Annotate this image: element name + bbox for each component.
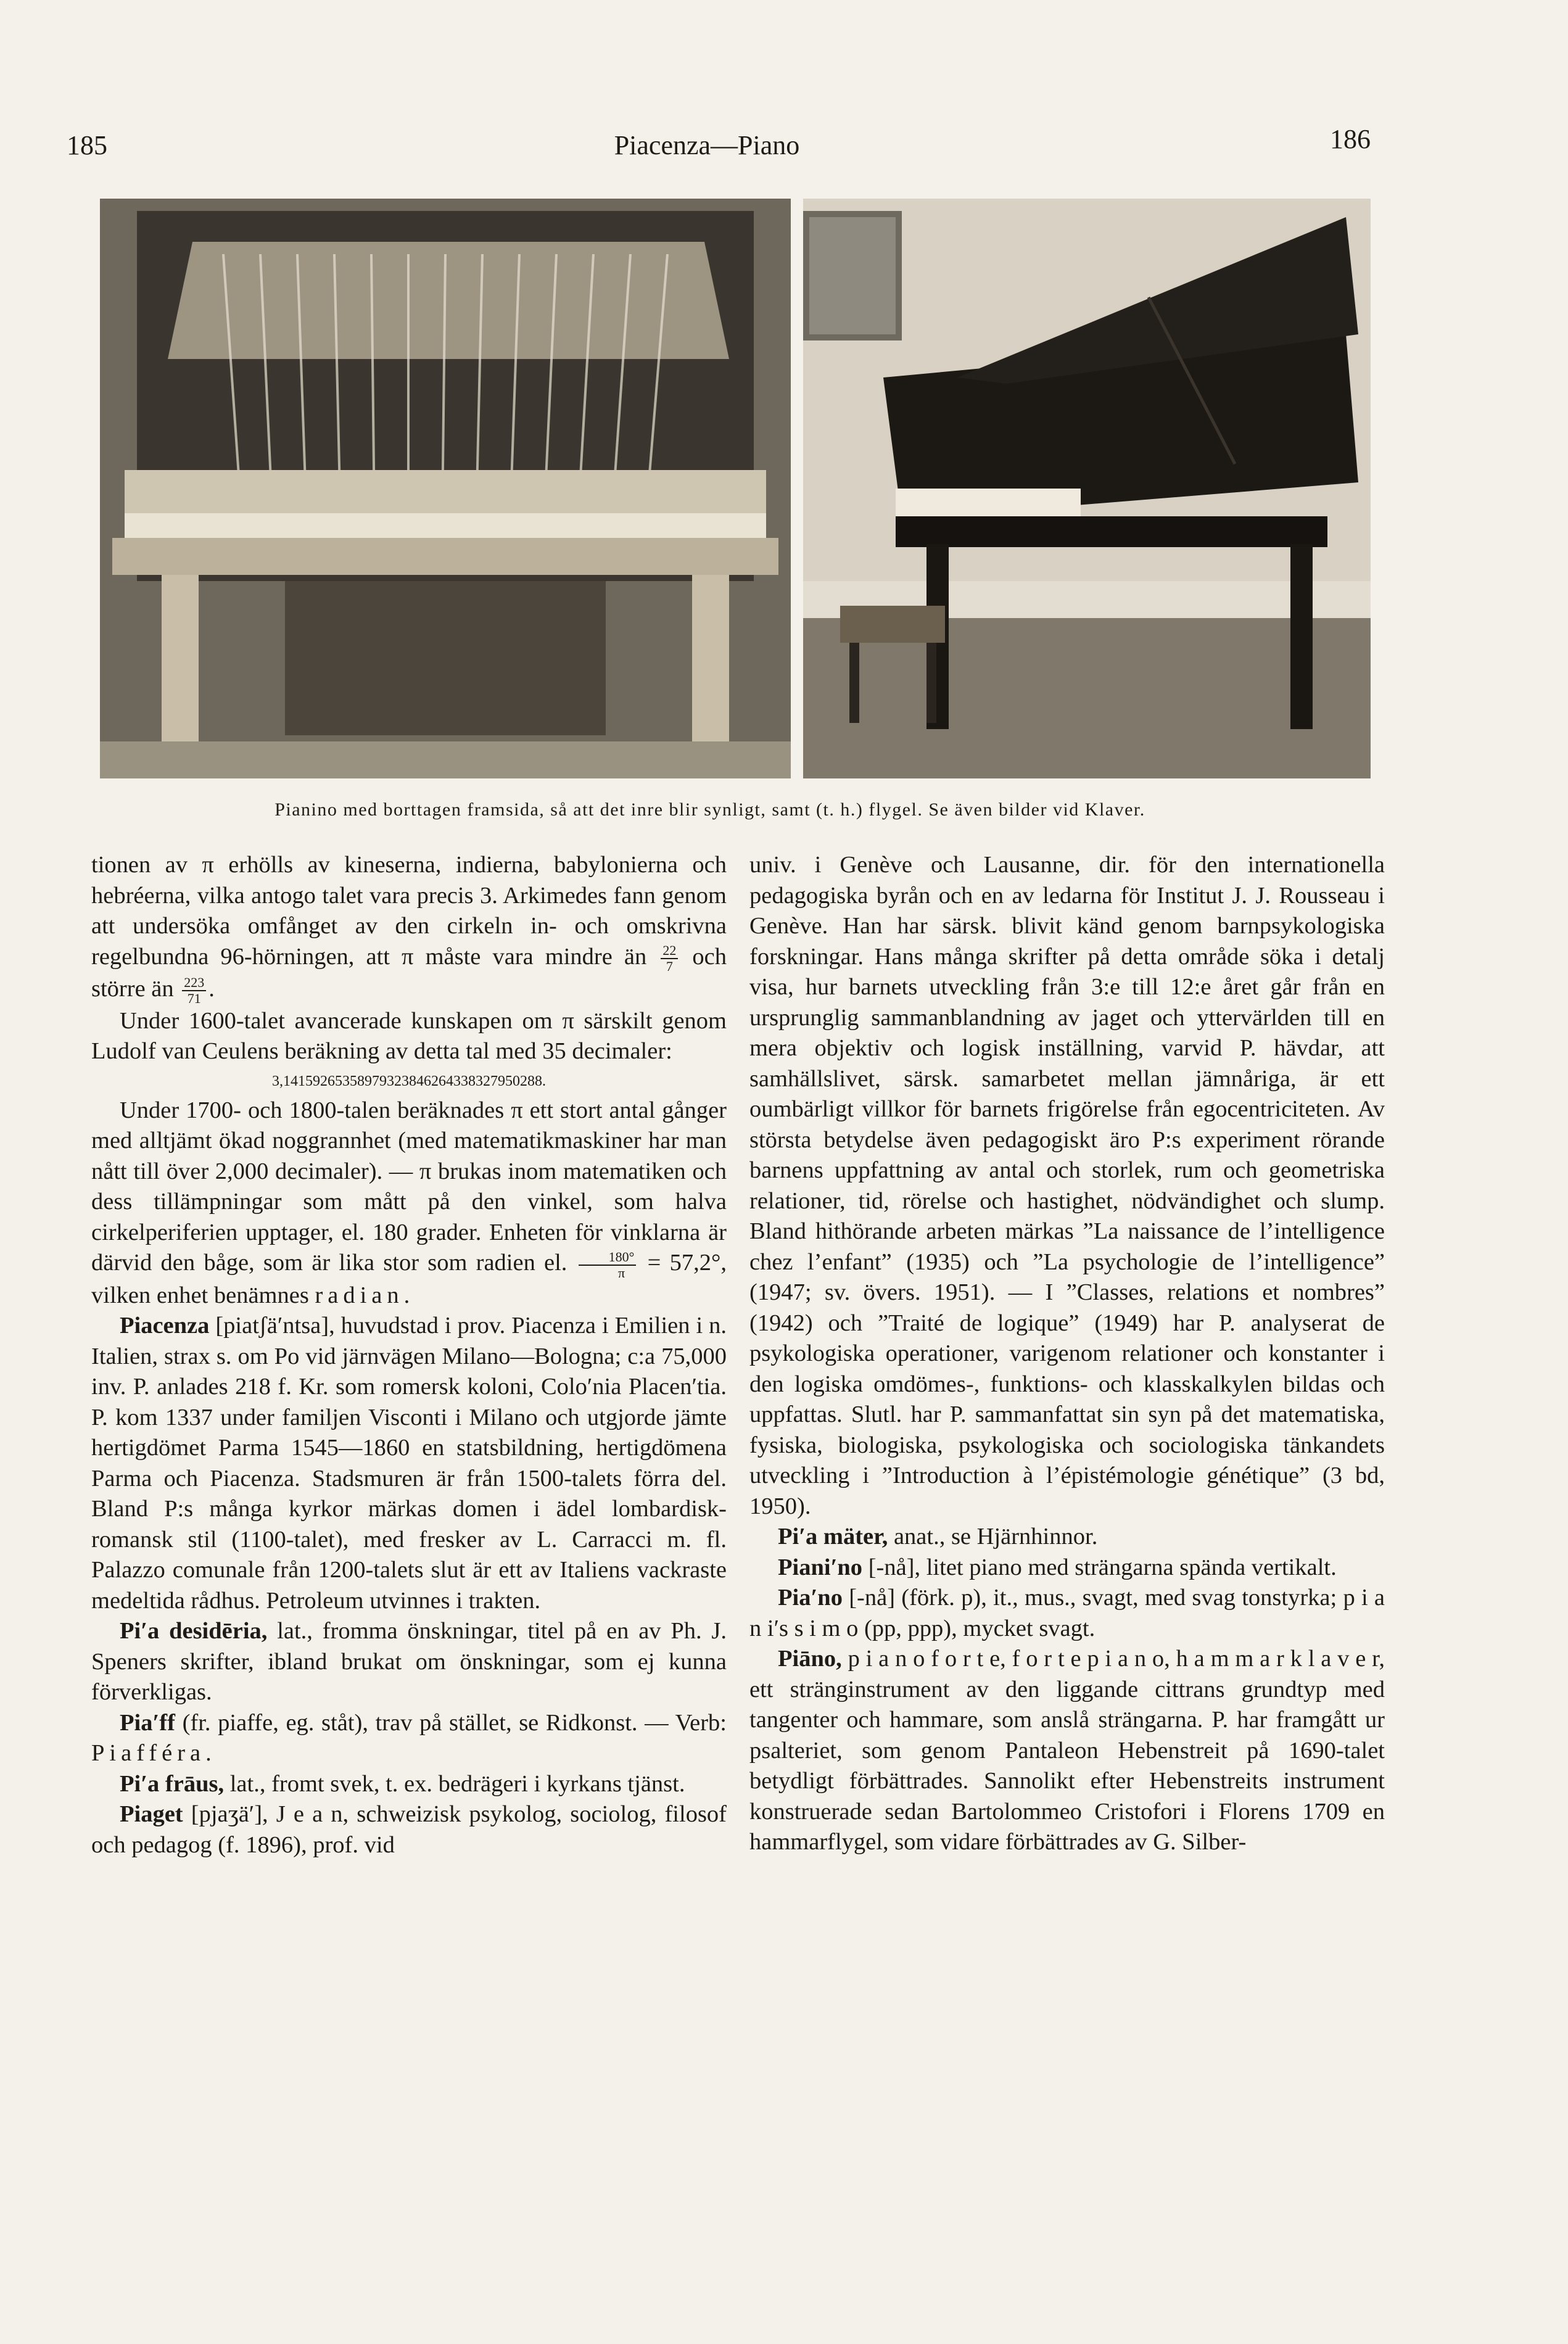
entry-piacenza: Piacenza [piatʃä′ntsa], huvudstad i prov. Piacenza i Emilien i n. Italien, strax s. om Po vid järnvägen Milano—Bologna; c:a 75,000 inv. P. anlades 218 f. Kr. som romersk koloni, Colo′nia Placen′tia. P. kom 1337 under familjen Visconti i Milano och utgjorde jämte hertigdömet Parma 1545—1860 en statsbildning, hertigdömena Parma och Piacenza. Stadsmuren är från 1500-talets förra del. Bland P:s många kyrkor märkas domen i ädel lombardisk-romansk stil (1100-talet), med fresker av L. Carracci m. fl. Palazzo comunale från 1200-talets slut är ett av Italiens vackraste medeltida rådhus. Petroleum utvinnes i trakten. [91,1313,727,1614]
photo-plate [100,199,1371,778]
entry-pia-fraus: Pi′a frāus, lat., fromt svek, t. ex. bedrägeri i kyrkans tjänst. [120,1770,685,1797]
radian-paragraph: Under 1700- och 1800-talen beräknades π ett stort antal gånger med alltjämt ökad noggrannhet (med matematikmaskiner har man nått till över 2,000 decimaler). — π brukas inom matematiken och dess tillämpningar som mått på den vinkel, som halva cirkelperiferien upptager, el. 180 grader. Enheten för vinklarna är därvid den båge, som är lika stor som radien el. $\frac{180^\circ}{\pi}$ = 57,2°, vilken enhet benämnes radian. [91,1097,727,1308]
entry-pia-desideria: Pi′a desidēria, lat., fromma önskningar, titel på en av Ph. J. Speners skrifter, ibland brukat om önskningar, som ej kunna förverkligas. [91,1618,727,1706]
entry-piaff: Pia′ff (fr. piaffe, eg. ståt), trav på stället, se Ridkonst. — Verb: Piafféra. [91,1709,727,1767]
piaget-continued: univ. i Genève och Lausanne, dir. för den internationella pedagogiska byrån och en av ledarna för Institut J. J. Rousseau i Genève. Han har särsk. blivit känd genom barnpsykologiska forskningar. Hans många skrifter på detta område söka i detalj visa, hur barnets utveckling från 3:e till 12:e året går från en ursprunglig sammanblandning av jaget och yttervärlden till en mera objektiv och logisk inställning, varvid P. hävdar, att samhällslivet, särsk. samarbetet mellan jämnåriga, är ett oumbärligt villkor för barnets frigörelse från egocentriciteten. Av största betydelse även pedagogiskt äro P:s experiment rörande barnens uppfattning av antal och storlek, rum och geometriska relationer, tid, rörelse och hastighet, nödvändighet och slump. Bland hithörande arbeten märkas ”La naissance de l’intelligence chez l’enfant” (1935) och ”La psychologie de l’intelligence” (1947; sv. övers. 1951). — I ”Classes, relations et nombres” (1942) och ”Traité de logique” (1949) har P. analyserat de psykologiska operationer, varigenom relationer och konstanter i den logiska omdömes-, funktions- och klasskalkylen bildas och uppfattas. Slutl. har P. sammanfattat sin syn på det matematiska, fysiska, biologiska, psykologiska och sociologiska tänkandets utveckling i ”Introduction à l’épistémologie génétique” (3 bd, 1950). [749,852,1385,1519]
page-number-right: 186 [1330,124,1371,154]
entry-piaget: Piaget [pjaʒä′], J e a n, schweizisk psykolog, sociolog, filosof och pedagog (f. 1896), prof. vid [91,1801,727,1858]
entry-piano-adverb: Pia′no [-nå] (förk. p), it., mus., svagt, med svag tonstyrka; p i a n i′s s i m o (pp, ppp), mycket svagt. [749,1585,1385,1641]
ceulen-paragraph: Under 1600-talet avancerade kunskapen om π särskilt genom Ludolf van Ceulens beräkning av detta tal med 35 decimaler: [91,1007,727,1065]
left-column [91,850,727,1860]
figure-caption: Pianino med borttagen framsida, så att det inre blir synligt, samt (t. h.) flygel. Se även bilder vid Klaver. [274,799,1145,820]
entry-pianino: Piani′no [-nå], litet piano med strängarna spända vertikalt. [778,1554,1337,1580]
right-column [749,850,1385,1858]
page-title: Piacenza—Piano [614,130,800,160]
entry-pia-mater: Pi′a mäter, anat., se Hjärnhinnor. [778,1524,1098,1550]
page-number-left: 185 [67,130,107,160]
upright-piano-photo [100,199,791,778]
pi-decimals: 3,14159265358979323846264338327950288. [272,1073,546,1089]
grand-piano-photo [803,199,1371,778]
fraction-180-pi: $\frac{180^\circ}{\pi}$ [579,1250,637,1281]
entry-piano: Piāno, p i a n o f o r t e, f o r t e p i a n o, h a m m a r k l a v e r, ett stränginstrument av den liggande cittrans grundtyp med tangenter och hammare, som anslå strängarna. P. har framgått ur psalteriet, som genom Pantaleon Hebenstreit på 1690-talet betydligt förbättrades. Sannolikt efter Hebenstreits instrument konstruerade sedan Bartolommeo Cristofori i Florens 1709 en hammarflygel, som vidare förbättrades av G. Silber- [749,1646,1385,1855]
pi-paragraph: tionen av π erhölls av kineserna, indierna, babylonierna och hebréerna, vilka antogo talet vara precis 3. Arkimedes fann genom att undersöka omfånget av den cirkeln in- och omskrivna regelbundna 96-hörningen, att π måste vara mindre än $\frac{22}{7}$ och större än $\frac{223}{71}$ . [91,852,727,1006]
fraction-223-71: $\frac{223}{71}$ [182,975,206,1006]
fraction-22-7: $\frac{22}{7}$ [661,943,678,974]
running-head [0,124,1568,173]
